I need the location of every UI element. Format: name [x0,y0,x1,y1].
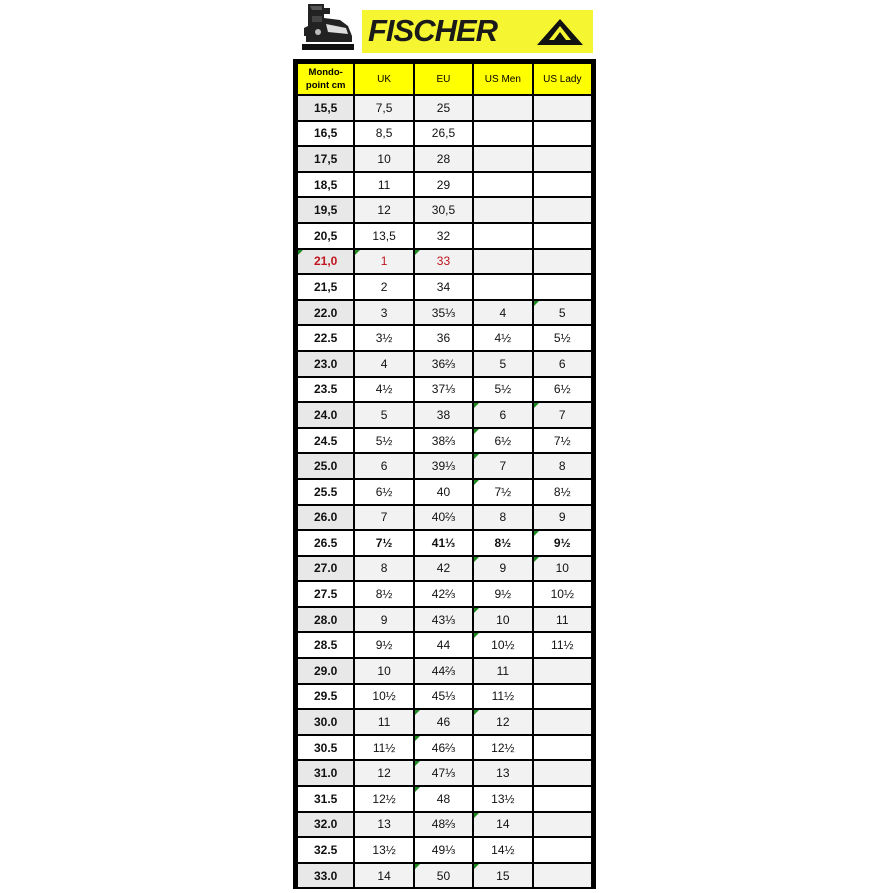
cell-mondopoint: 27.0 [298,557,353,581]
table-row [298,198,591,222]
cell-us-men [474,250,531,274]
cell-uk: 5 [355,403,412,427]
cell-us-men: 11 [474,659,531,683]
cell-eu: 44⅔ [415,659,472,683]
cell-uk: 6½ [355,480,412,504]
cell-eu: 29 [415,173,472,197]
cell-us-lady: 9½ [534,531,591,555]
cell-mondopoint: 26.0 [298,506,353,530]
cell-us-lady: 10 [534,557,591,581]
table-row [298,429,591,453]
cell-eu: 49⅓ [415,838,472,862]
cell-mondopoint: 27.5 [298,582,353,606]
cell-eu: 38 [415,403,472,427]
cell-us-men: 8 [474,506,531,530]
cell-eu: 42⅔ [415,582,472,606]
cell-eu: 46 [415,710,472,734]
cell-mondopoint: 25.0 [298,454,353,478]
table-row [298,506,591,530]
cell-uk: 4 [355,352,412,376]
table-row [298,582,591,606]
cell-mondopoint: 22.0 [298,301,353,325]
table-row [298,224,591,248]
table-row [298,403,591,427]
cell-uk: 7½ [355,531,412,555]
cell-eu: 42 [415,557,472,581]
cell-us-lady: 7 [534,403,591,427]
cell-eu: 32 [415,224,472,248]
cell-us-lady: 6½ [534,378,591,402]
cell-eu: 40 [415,480,472,504]
cell-eu: 26,5 [415,122,472,146]
table-row [298,633,591,657]
cell-eu: 38⅔ [415,429,472,453]
cell-us-lady [534,224,591,248]
cell-mondopoint: 28.5 [298,633,353,657]
triangle-logo-icon [536,18,584,46]
header-us-men: US Men [474,64,531,94]
cell-mondopoint: 30.5 [298,736,353,760]
cell-eu: 40⅔ [415,506,472,530]
cell-us-men [474,198,531,222]
size-chart [293,59,596,889]
cell-uk: 11 [355,173,412,197]
cell-us-lady [534,147,591,171]
cell-uk: 13 [355,813,412,837]
cell-eu: 41⅓ [415,531,472,555]
cell-eu: 47⅓ [415,761,472,785]
cell-eu: 48⅔ [415,813,472,837]
cell-mondopoint: 23.5 [298,378,353,402]
cell-us-men: 13 [474,761,531,785]
cell-us-men: 13½ [474,787,531,811]
header-uk: UK [355,64,412,94]
cell-uk: 13½ [355,838,412,862]
cell-us-men: 14 [474,813,531,837]
cell-uk: 5½ [355,429,412,453]
cell-us-men [474,224,531,248]
cell-mondopoint: 17,5 [298,147,353,171]
cell-us-lady [534,787,591,811]
cell-uk: 9½ [355,633,412,657]
cell-eu: 28 [415,147,472,171]
table-row [298,122,591,146]
cell-mondopoint: 28.0 [298,608,353,632]
table-row [298,250,591,274]
table-row [298,608,591,632]
header-mondopoint [298,64,353,94]
cell-us-lady: 8 [534,454,591,478]
cell-us-lady: 5½ [534,326,591,350]
cell-mondopoint: 18,5 [298,173,353,197]
cell-us-men: 10 [474,608,531,632]
cell-us-men: 8½ [474,531,531,555]
cell-eu: 25 [415,96,472,120]
cell-eu: 37⅓ [415,378,472,402]
table-row [298,352,591,376]
table-row [298,736,591,760]
cell-mondopoint: 25.5 [298,480,353,504]
cell-eu: 46⅔ [415,736,472,760]
cell-us-men: 4 [474,301,531,325]
cell-us-lady: 6 [534,352,591,376]
cell-us-lady: 11 [534,608,591,632]
cell-us-men: 12½ [474,736,531,760]
cell-uk: 10 [355,659,412,683]
cell-uk: 12 [355,198,412,222]
table-row [298,557,591,581]
header-mondopoint-label: Mondo- point cm [305,67,346,91]
cell-us-lady [534,736,591,760]
cell-eu: 35⅓ [415,301,472,325]
cell-us-men: 6 [474,403,531,427]
cell-uk: 3½ [355,326,412,350]
cell-us-lady [534,710,591,734]
cell-eu: 43⅓ [415,608,472,632]
cell-eu: 39⅓ [415,454,472,478]
cell-us-men: 9 [474,557,531,581]
fischer-logo [362,10,593,53]
cell-us-men: 5½ [474,378,531,402]
cell-mondopoint: 30.0 [298,710,353,734]
cell-mondopoint: 29.0 [298,659,353,683]
cell-eu: 45⅓ [415,685,472,709]
cell-uk: 7,5 [355,96,412,120]
cell-uk: 6 [355,454,412,478]
cell-us-men: 5 [474,352,531,376]
cell-mondopoint: 16,5 [298,122,353,146]
cell-us-men: 10½ [474,633,531,657]
cell-uk: 11 [355,710,412,734]
cell-mondopoint: 31.0 [298,761,353,785]
table-row [298,685,591,709]
size-table [296,62,593,889]
cell-us-lady: 11½ [534,633,591,657]
cell-us-lady [534,275,591,299]
table-row [298,326,591,350]
cell-mondopoint: 26.5 [298,531,353,555]
cell-us-lady: 8½ [534,480,591,504]
cell-uk: 12½ [355,787,412,811]
cell-us-men: 9½ [474,582,531,606]
cell-mondopoint: 20,5 [298,224,353,248]
cell-mondopoint: 21,0 [298,250,353,274]
cell-us-lady [534,198,591,222]
cell-mondopoint: 21,5 [298,275,353,299]
table-row [298,378,591,402]
cell-us-lady [534,659,591,683]
cell-us-men: 7 [474,454,531,478]
cell-uk: 8 [355,557,412,581]
cell-mondopoint: 24.0 [298,403,353,427]
table-row [298,301,591,325]
ski-boot-icon [300,2,354,52]
cell-mondopoint: 23.0 [298,352,353,376]
table-row [298,173,591,197]
cell-mondopoint: 24.5 [298,429,353,453]
table-row [298,659,591,683]
cell-uk: 2 [355,275,412,299]
cell-uk: 1 [355,250,412,274]
table-row [298,96,591,120]
cell-us-lady [534,838,591,862]
cell-uk: 8½ [355,582,412,606]
cell-eu: 36 [415,326,472,350]
cell-us-men [474,96,531,120]
cell-uk: 10 [355,147,412,171]
cell-uk: 3 [355,301,412,325]
cell-us-lady: 10½ [534,582,591,606]
cell-eu: 30,5 [415,198,472,222]
cell-eu: 44 [415,633,472,657]
cell-uk: 4½ [355,378,412,402]
table-row [298,864,591,888]
cell-eu: 33 [415,250,472,274]
cell-us-men: 6½ [474,429,531,453]
cell-us-lady: 9 [534,506,591,530]
cell-mondopoint: 33.0 [298,864,353,888]
header-us-lady: US Lady [534,64,591,94]
cell-uk: 9 [355,608,412,632]
cell-us-lady [534,173,591,197]
table-row [298,531,591,555]
cell-us-men: 14½ [474,838,531,862]
cell-us-lady [534,813,591,837]
cell-mondopoint: 31.5 [298,787,353,811]
cell-us-men [474,173,531,197]
cell-eu: 36⅔ [415,352,472,376]
cell-us-men: 11½ [474,685,531,709]
cell-uk: 14 [355,864,412,888]
cell-us-lady [534,864,591,888]
table-row [298,454,591,478]
cell-us-men: 4½ [474,326,531,350]
cell-us-lady: 5 [534,301,591,325]
cell-us-men [474,122,531,146]
cell-uk: 12 [355,761,412,785]
cell-us-lady [534,761,591,785]
cell-mondopoint: 29.5 [298,685,353,709]
cell-us-lady [534,122,591,146]
table-row [298,787,591,811]
cell-eu: 34 [415,275,472,299]
cell-eu: 48 [415,787,472,811]
cell-mondopoint: 19,5 [298,198,353,222]
table-row [298,147,591,171]
cell-mondopoint: 22.5 [298,326,353,350]
cell-us-lady [534,685,591,709]
cell-uk: 8,5 [355,122,412,146]
table-row [298,813,591,837]
cell-mondopoint: 32.0 [298,813,353,837]
table-row [298,838,591,862]
header-eu: EU [415,64,472,94]
cell-uk: 10½ [355,685,412,709]
table-row [298,480,591,504]
cell-us-men: 12 [474,710,531,734]
cell-us-men: 7½ [474,480,531,504]
cell-mondopoint: 15,5 [298,96,353,120]
cell-us-men [474,275,531,299]
table-header-row [298,64,591,94]
cell-us-lady [534,250,591,274]
cell-mondopoint: 32.5 [298,838,353,862]
cell-us-men [474,147,531,171]
cell-uk: 11½ [355,736,412,760]
cell-us-lady [534,96,591,120]
cell-us-lady: 7½ [534,429,591,453]
cell-us-men: 15 [474,864,531,888]
table-row [298,761,591,785]
logo-text: FISCHER [368,13,498,48]
table-row [298,275,591,299]
cell-eu: 50 [415,864,472,888]
cell-uk: 7 [355,506,412,530]
cell-uk: 13,5 [355,224,412,248]
table-row [298,710,591,734]
